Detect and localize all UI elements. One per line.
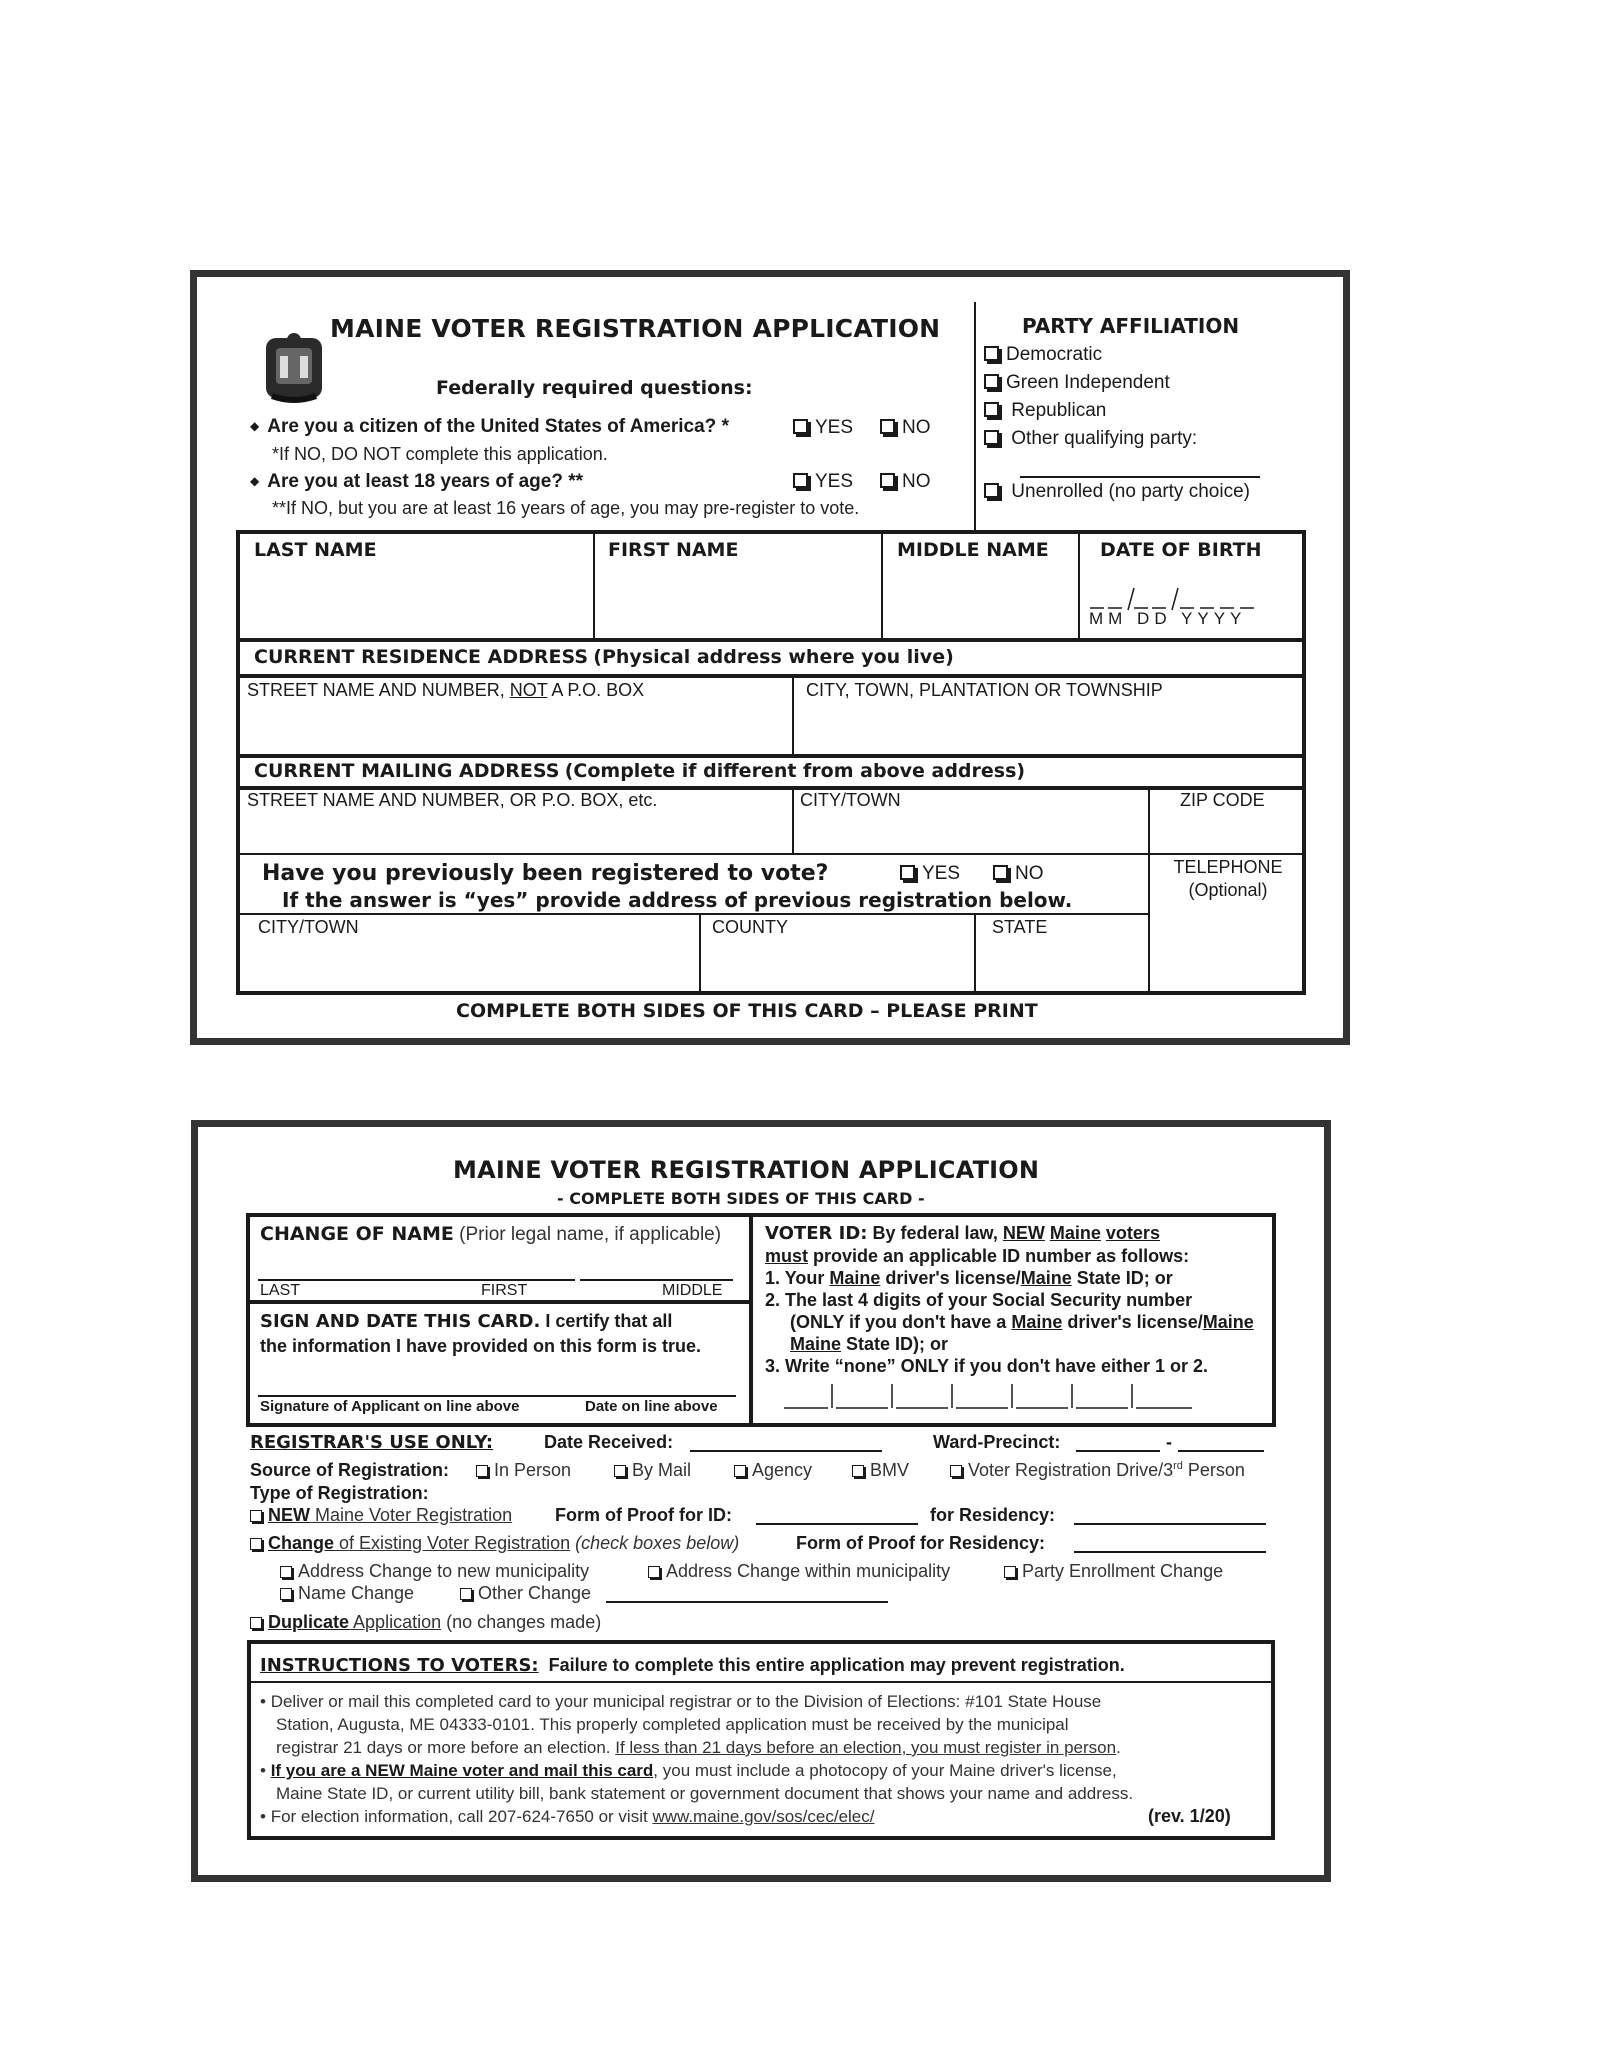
previous-state-label: STATE (992, 917, 1048, 937)
telephone-label: TELEPHONE (Optional) (1173, 857, 1283, 900)
voter-id-text: VOTER ID: By federal law, NEW Maine voters must provide an applicable ID number as follows: 1. Your Maine driver's license/Maine State ID; or 2. The last 4 digits of your Social Security number (ONLY if you don't have a Maine driver's license/Maine Maine State ID); or 3. Write “none” ONLY if you don't have either 1 or 2. (765, 1223, 1254, 1376)
sub-party[interactable]: Party Enrollment Change (1004, 1561, 1223, 1582)
source-agency[interactable]: Agency (734, 1460, 812, 1481)
sub-other-change[interactable]: Other Change (460, 1583, 591, 1604)
divider (236, 754, 1306, 758)
ward-dash: - (1166, 1432, 1172, 1452)
previous-no[interactable]: NO (993, 863, 1044, 885)
previous-county-label: COUNTY (712, 917, 788, 937)
instruction-item-cont: registrar 21 days or more before an election. If less than 21 days before an election, you must register in person. (276, 1738, 1121, 1757)
divider (1148, 853, 1306, 855)
citizen-question: ◆ Are you a citizen of the United States of America? * (250, 416, 729, 437)
last-name-label: LAST NAME (254, 539, 377, 561)
for-residency-line[interactable] (1074, 1523, 1266, 1525)
card2-subtitle: - COMPLETE BOTH SIDES OF THIS CARD - (557, 1189, 925, 1208)
checkbox-icon[interactable] (250, 1617, 262, 1629)
instructions-divider (249, 1681, 1273, 1683)
prior-last-label: LAST (260, 1282, 301, 1299)
instruction-item: • If you are a NEW Maine voter and mail this card, you must include a photocopy of your Maine driver's license, (260, 1761, 1117, 1780)
divider (236, 674, 1306, 678)
prior-name-field[interactable] (258, 1250, 733, 1276)
first-name-field[interactable] (600, 566, 876, 634)
last-name-field[interactable] (244, 566, 588, 634)
mailing-street-label: STREET NAME AND NUMBER, OR P.O. BOX, etc. (247, 790, 658, 810)
checkbox-icon[interactable] (648, 1566, 660, 1578)
previous-state-field[interactable] (980, 940, 1144, 988)
mailing-street-field[interactable] (244, 812, 784, 850)
sign-statement: SIGN AND DATE THIS CARD. I certify that all the information I have provided on this form is true. (260, 1311, 702, 1356)
instruction-item: • Deliver or mail this completed card to your municipal registrar or to the Division of Elections: #101 State House (260, 1692, 1102, 1711)
age-yes[interactable]: YES (793, 471, 853, 493)
type-change[interactable]: Change of Existing Voter Registration (check boxes below) (250, 1533, 739, 1554)
checkbox-icon[interactable] (984, 430, 999, 445)
checkbox-icon[interactable] (1004, 1566, 1016, 1578)
party-unenrolled[interactable]: Unenrolled (no party choice) (984, 481, 1250, 503)
revision-label: (rev. 1/20) (1148, 1806, 1231, 1826)
proof-id-line[interactable] (756, 1523, 918, 1525)
previous-county-field[interactable] (706, 940, 970, 988)
party-democratic[interactable]: Democratic (984, 344, 1102, 366)
maine-seal-icon (262, 330, 326, 404)
checkbox-icon[interactable] (793, 419, 808, 434)
divider (580, 1279, 733, 1281)
checkbox-icon[interactable] (250, 1510, 262, 1522)
ward-line-1[interactable] (1076, 1450, 1160, 1452)
type-new[interactable]: NEW Maine Voter Registration (250, 1505, 512, 1526)
divider (699, 913, 701, 993)
checkbox-icon[interactable] (880, 473, 895, 488)
checkbox-icon[interactable] (984, 374, 999, 389)
source-drive[interactable]: Voter Registration Drive/3rd Person (950, 1460, 1245, 1481)
citizen-yes[interactable]: YES (793, 417, 853, 439)
previous-city-field[interactable] (244, 940, 694, 988)
proof-residency-line[interactable] (1074, 1551, 1266, 1553)
divider (792, 676, 794, 756)
zip-field[interactable] (1156, 812, 1300, 850)
source-by-mail[interactable]: By Mail (614, 1460, 691, 1481)
checkbox-icon[interactable] (880, 419, 895, 434)
checkbox-icon[interactable] (476, 1465, 488, 1477)
bullet-diamond-icon: ◆ (250, 419, 260, 433)
residence-street-field[interactable] (244, 704, 784, 752)
previous-question: Have you previously been registered to vote? (262, 861, 829, 886)
source-row: Source of Registration: (250, 1460, 450, 1480)
instruction-item: • For election information, call 207-624-7650 or visit www.maine.gov/sos/cec/elec/ (260, 1807, 875, 1826)
registrar-heading-row: REGISTRAR'S USE ONLY: (250, 1432, 494, 1453)
checkbox-icon[interactable] (614, 1465, 626, 1477)
checkbox-icon[interactable] (950, 1465, 962, 1477)
checkbox-icon[interactable] (984, 483, 999, 498)
signature-label: Signature of Applicant on line above (260, 1398, 520, 1415)
proof-residency-label: Form of Proof for Residency: (796, 1533, 1046, 1553)
instructions-bullets (260, 1690, 1265, 1828)
telephone-field[interactable] (1156, 905, 1300, 989)
instruction-item-cont: Station, Augusta, ME 04333-0101. This properly completed application must be received by the municipal (276, 1715, 1069, 1734)
middle-name-label: MIDDLE NAME (897, 539, 1049, 561)
sub-addr-within[interactable]: Address Change within municipality (648, 1561, 950, 1582)
party-other[interactable]: Other qualifying party: (984, 428, 1197, 450)
voter-id-number-field[interactable] (780, 1382, 1220, 1410)
checkbox-icon[interactable] (852, 1465, 864, 1477)
checkbox-icon[interactable] (250, 1538, 262, 1550)
divider (881, 532, 883, 640)
middle-name-field[interactable] (888, 566, 1074, 634)
checkbox-icon[interactable] (984, 402, 999, 417)
mailing-city-field[interactable] (800, 812, 1140, 850)
previous-city-label: CITY/TOWN (258, 917, 359, 937)
divider (749, 1213, 753, 1427)
party-heading: PARTY AFFILIATION (1022, 314, 1240, 338)
divider (593, 532, 595, 640)
sub-addr-new[interactable]: Address Change to new municipality (280, 1561, 589, 1582)
dob-label: DATE OF BIRTH (1100, 539, 1262, 561)
age-no[interactable]: NO (880, 471, 931, 493)
first-name-label: FIRST NAME (608, 539, 739, 561)
party-republican[interactable]: Republican (984, 400, 1106, 422)
zip-label: ZIP CODE (1180, 790, 1265, 810)
divider (246, 1300, 751, 1304)
party-other-line[interactable] (1020, 476, 1260, 478)
ward-label: Ward-Precinct: (933, 1432, 1061, 1452)
signature-field[interactable] (258, 1362, 736, 1394)
checkbox-icon[interactable] (900, 865, 915, 880)
sub-name-change[interactable]: Name Change (280, 1583, 414, 1604)
previous-instruction: If the answer is “yes” provide address of previous registration below. (282, 888, 1073, 912)
other-change-line[interactable] (606, 1601, 888, 1603)
divider (236, 853, 1150, 855)
checkbox-icon[interactable] (460, 1588, 472, 1600)
signature-line (258, 1395, 736, 1397)
divider (974, 913, 976, 993)
checkbox-icon[interactable] (793, 473, 808, 488)
residence-city-field[interactable] (800, 704, 1300, 752)
checkbox-icon[interactable] (984, 346, 999, 361)
checkbox-icon[interactable] (280, 1588, 292, 1600)
residence-street-label: STREET NAME AND NUMBER, NOT A P.O. BOX (247, 680, 645, 700)
checkbox-icon[interactable] (734, 1465, 746, 1477)
instruction-item-cont: Maine State ID, or current utility bill, bank statement or government document that shows your name and address. (276, 1784, 1134, 1803)
divider (236, 913, 1150, 915)
type-duplicate[interactable]: Duplicate Application (no changes made) (250, 1612, 601, 1633)
date-received-line[interactable] (690, 1450, 882, 1452)
age-question: ◆ Are you at least 18 years of age? ** (250, 471, 583, 492)
elections-link[interactable]: www.maine.gov/sos/cec/elec/ (652, 1807, 875, 1826)
ward-line-2[interactable] (1178, 1450, 1264, 1452)
divider (236, 638, 1306, 642)
date-label: Date on line above (585, 1398, 718, 1415)
proof-id-label: Form of Proof for ID: (555, 1505, 732, 1525)
mailing-city-label: CITY/TOWN (800, 790, 901, 810)
prior-middle-label: MIDDLE (662, 1282, 723, 1299)
divider (258, 1279, 575, 1281)
citizen-no[interactable]: NO (880, 417, 931, 439)
party-green[interactable]: Green Independent (984, 372, 1170, 394)
divider (1078, 532, 1080, 640)
date-received-label: Date Received: (544, 1432, 674, 1452)
federal-heading: Federally required questions: (436, 377, 753, 399)
checkbox-icon[interactable] (993, 865, 1008, 880)
instructions-heading: INSTRUCTIONS TO VOTERS: Failure to complete this entire application may prevent registration. (260, 1655, 1125, 1676)
prior-first-label: FIRST (481, 1282, 528, 1299)
checkbox-icon[interactable] (280, 1566, 292, 1578)
party-divider (974, 302, 976, 530)
type-label: Type of Registration: (250, 1483, 429, 1503)
age-note: **If NO, but you are at least 16 years of age, you may pre-register to vote. (272, 498, 860, 518)
source-in-person[interactable]: In Person (476, 1460, 571, 1481)
card1-title: MAINE VOTER REGISTRATION APPLICATION (330, 314, 941, 343)
previous-yes[interactable]: YES (900, 863, 960, 885)
for-residency-label: for Residency: (930, 1505, 1056, 1525)
id-digit-boxes (780, 1382, 1220, 1410)
citizen-note: *If NO, DO NOT complete this application. (272, 444, 608, 464)
mailing-heading: CURRENT MAILING ADDRESS (Complete if different from above address) (254, 760, 1026, 782)
card2-title: MAINE VOTER REGISTRATION APPLICATION (453, 1156, 1040, 1184)
change-name-heading: CHANGE OF NAME (Prior legal name, if applicable) (260, 1223, 722, 1245)
bullet-diamond-icon: ◆ (250, 474, 260, 488)
dob-format: MM DD YYYY (1089, 609, 1247, 628)
card1-footer: COMPLETE BOTH SIDES OF THIS CARD – PLEASE PRINT (456, 1000, 1038, 1022)
divider (792, 788, 794, 854)
residence-city-label: CITY, TOWN, PLANTATION OR TOWNSHIP (806, 680, 1163, 700)
source-bmv[interactable]: BMV (852, 1460, 909, 1481)
residence-heading: CURRENT RESIDENCE ADDRESS (Physical address where you live) (254, 646, 954, 668)
